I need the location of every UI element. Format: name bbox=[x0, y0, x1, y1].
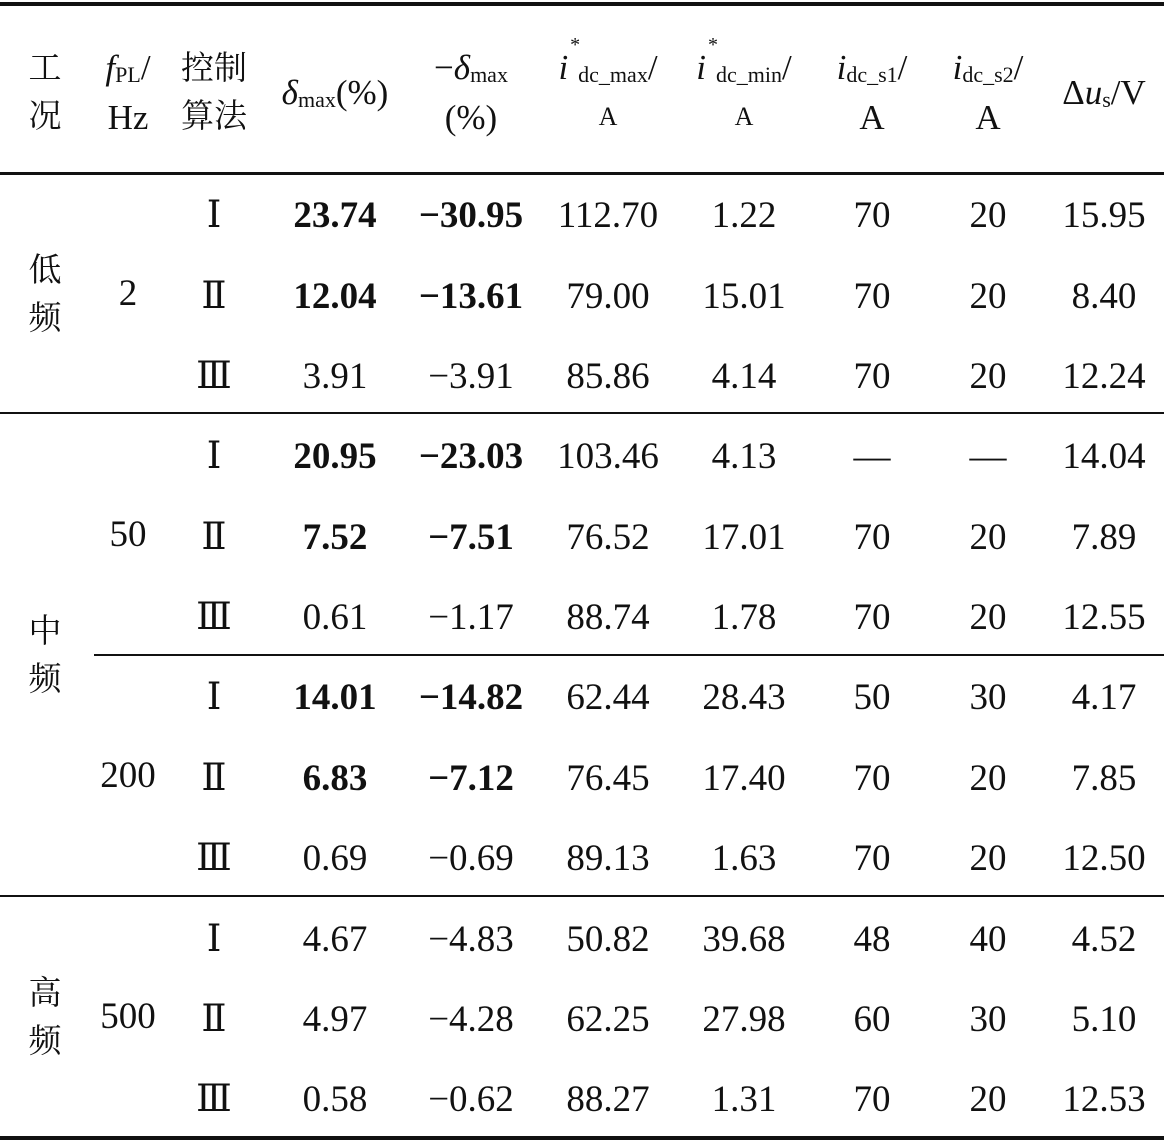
cell-is2: 20 bbox=[969, 516, 1007, 558]
cell-ndmax: −13.61 bbox=[418, 275, 524, 317]
cell-dmax: 3.91 bbox=[302, 355, 368, 397]
cell-imin: 1.63 bbox=[711, 837, 777, 879]
cell-alg: Ⅲ bbox=[196, 1078, 232, 1120]
cell-imin: 17.40 bbox=[702, 757, 786, 799]
header-case: 工 况 bbox=[28, 48, 62, 135]
cell-dmax: 0.58 bbox=[302, 1078, 368, 1120]
cell-is2: 20 bbox=[969, 275, 1007, 317]
cell-is1: 50 bbox=[853, 676, 891, 718]
cell-dmax: 20.95 bbox=[293, 435, 377, 477]
cell-is1: 48 bbox=[853, 918, 891, 960]
cell-imin: 1.22 bbox=[711, 194, 777, 236]
cell-dmax: 0.61 bbox=[302, 596, 368, 638]
case-label-high: 高 频 bbox=[28, 972, 62, 1060]
header-frequency: f PL / Hz bbox=[105, 47, 151, 137]
cell-is2: 20 bbox=[969, 596, 1007, 638]
cell-is1: 70 bbox=[853, 596, 891, 638]
cell-alg: Ⅲ bbox=[196, 596, 232, 638]
header-idc-s2: i dc_s2 / A bbox=[952, 47, 1024, 137]
cell-dus: 5.10 bbox=[1071, 998, 1137, 1040]
header-idc-min: i * dc_min / A bbox=[696, 34, 792, 131]
cell-is1: 70 bbox=[853, 837, 891, 879]
cell-imax: 50.82 bbox=[566, 918, 650, 960]
cell-dmax: 14.01 bbox=[293, 676, 377, 718]
freq-label: 2 bbox=[118, 273, 138, 314]
cell-ndmax: −0.62 bbox=[428, 1078, 514, 1120]
cell-is2: 30 bbox=[969, 998, 1007, 1040]
cell-imin: 4.14 bbox=[711, 355, 777, 397]
header-delta-us: Δ u s /V bbox=[1062, 72, 1146, 112]
cell-imax: 88.74 bbox=[566, 596, 650, 638]
cell-dus: 7.85 bbox=[1071, 757, 1137, 799]
cell-is1: 60 bbox=[853, 998, 891, 1040]
cell-is2: 30 bbox=[969, 676, 1007, 718]
header-delta-max: δ max (%) bbox=[281, 72, 389, 112]
cell-ndmax: −23.03 bbox=[418, 435, 524, 477]
cell-alg: Ⅲ bbox=[196, 355, 232, 397]
header-neg-delta-max: − δ max (%) bbox=[434, 47, 508, 137]
cell-alg: Ⅱ bbox=[201, 998, 227, 1040]
cell-imin: 15.01 bbox=[702, 275, 786, 317]
cell-alg: Ⅰ bbox=[206, 435, 222, 477]
cell-dmax: 6.83 bbox=[302, 757, 368, 799]
cell-imax: 76.52 bbox=[566, 516, 650, 558]
freq-label: 500 bbox=[100, 996, 156, 1037]
cell-dmax: 4.67 bbox=[302, 918, 368, 960]
cell-is2: 20 bbox=[969, 757, 1007, 799]
cell-ndmax: −30.95 bbox=[418, 194, 524, 236]
cell-ndmax: −7.12 bbox=[428, 757, 514, 799]
cell-ndmax: −7.51 bbox=[428, 516, 514, 558]
freq-label: 50 bbox=[109, 513, 147, 555]
cell-imin: 1.31 bbox=[711, 1078, 777, 1120]
cell-ndmax: −4.28 bbox=[428, 998, 514, 1040]
cell-imax: 79.00 bbox=[566, 275, 650, 317]
cell-alg: Ⅲ bbox=[196, 837, 232, 879]
cell-is1: 70 bbox=[853, 275, 891, 317]
header-algorithm: 控制 算法 bbox=[181, 48, 247, 135]
cell-dus: 4.52 bbox=[1071, 918, 1137, 960]
cell-is2: 20 bbox=[969, 1078, 1007, 1120]
case-label-mid: 中 频 bbox=[28, 610, 62, 698]
cell-alg: Ⅱ bbox=[201, 757, 227, 799]
cell-is1: 70 bbox=[853, 355, 891, 397]
cell-imax: 112.70 bbox=[557, 194, 659, 236]
cell-dus: 12.50 bbox=[1062, 837, 1146, 879]
cell-dmax: 7.52 bbox=[302, 516, 368, 558]
cell-imax: 85.86 bbox=[566, 355, 650, 397]
cell-imin: 17.01 bbox=[702, 516, 786, 558]
cell-dus: 4.17 bbox=[1071, 676, 1137, 718]
cell-is1: 70 bbox=[853, 757, 891, 799]
cell-dmax: 4.97 bbox=[302, 998, 368, 1040]
freq-label: 200 bbox=[100, 755, 156, 796]
cell-is2: — bbox=[969, 435, 1007, 477]
cell-imin: 28.43 bbox=[702, 676, 786, 718]
cell-imax: 76.45 bbox=[566, 757, 650, 799]
cell-alg: Ⅰ bbox=[206, 194, 222, 236]
cell-is2: 20 bbox=[969, 194, 1007, 236]
cell-is1: 70 bbox=[853, 516, 891, 558]
cell-imax: 88.27 bbox=[566, 1078, 650, 1120]
cell-alg: Ⅰ bbox=[206, 918, 222, 960]
cell-dmax: 0.69 bbox=[302, 837, 368, 879]
cell-dus: 7.89 bbox=[1071, 516, 1137, 558]
header-idc-s1: i dc_s1 / A bbox=[836, 47, 908, 137]
top-rule bbox=[0, 2, 1164, 6]
cell-imax: 89.13 bbox=[566, 837, 650, 879]
cell-alg: Ⅱ bbox=[201, 275, 227, 317]
cell-is2: 20 bbox=[969, 355, 1007, 397]
cell-dus: 12.53 bbox=[1062, 1078, 1146, 1120]
cell-imin: 39.68 bbox=[702, 918, 786, 960]
header-idc-max: i * dc_max / A bbox=[558, 34, 658, 131]
cell-alg: Ⅱ bbox=[201, 516, 227, 558]
cell-is1: 70 bbox=[853, 194, 891, 236]
cell-ndmax: −3.91 bbox=[428, 355, 514, 397]
cell-ndmax: −1.17 bbox=[428, 596, 514, 638]
cell-ndmax: −14.82 bbox=[418, 676, 524, 718]
cell-imax: 103.46 bbox=[557, 435, 659, 477]
cell-dmax: 12.04 bbox=[293, 275, 377, 317]
cell-dus: 14.04 bbox=[1062, 435, 1146, 477]
cell-dus: 12.55 bbox=[1062, 596, 1146, 638]
cell-ndmax: −4.83 bbox=[428, 918, 514, 960]
cell-is1: 70 bbox=[853, 1078, 891, 1120]
cell-is2: 20 bbox=[969, 837, 1007, 879]
cell-ndmax: −0.69 bbox=[428, 837, 514, 879]
cell-imin: 4.13 bbox=[711, 435, 777, 477]
cell-is2: 40 bbox=[969, 918, 1007, 960]
cell-imax: 62.25 bbox=[566, 998, 650, 1040]
cell-imax: 62.44 bbox=[566, 676, 650, 718]
cell-is1: — bbox=[853, 435, 891, 477]
cell-imin: 27.98 bbox=[702, 998, 786, 1040]
case-label-low: 低 频 bbox=[28, 249, 62, 337]
cell-dus: 8.40 bbox=[1071, 275, 1137, 317]
cell-imin: 1.78 bbox=[711, 596, 777, 638]
cell-dus: 15.95 bbox=[1062, 194, 1146, 236]
cell-dus: 12.24 bbox=[1062, 355, 1146, 397]
cell-dmax: 23.74 bbox=[293, 194, 377, 236]
cell-alg: Ⅰ bbox=[206, 676, 222, 718]
